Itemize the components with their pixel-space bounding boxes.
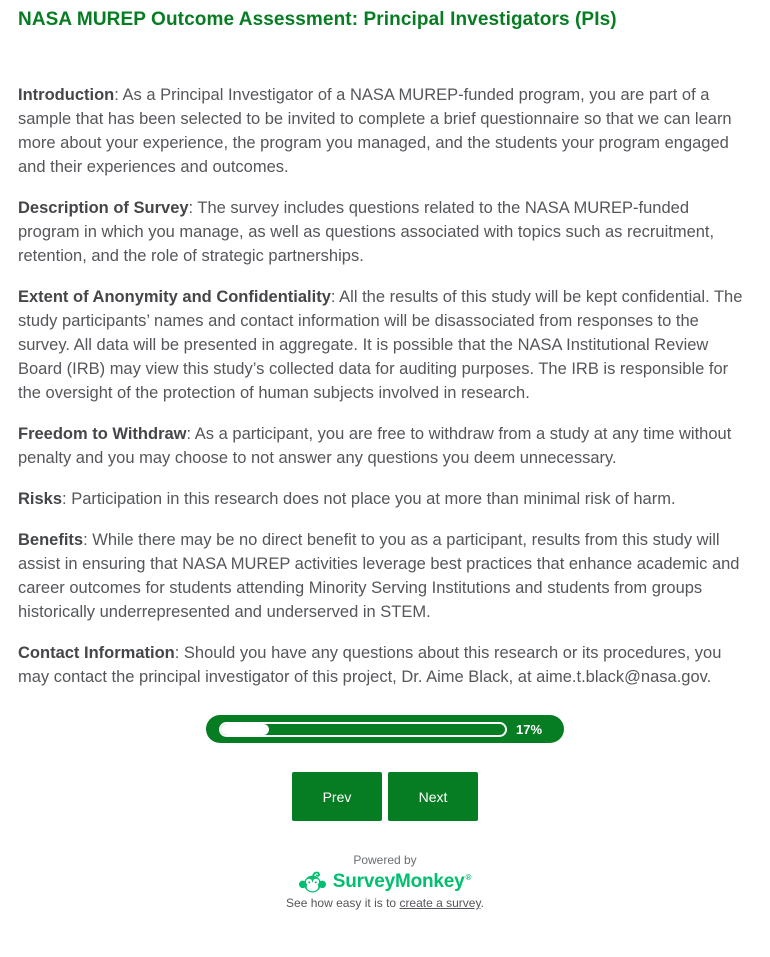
- surveymonkey-footer: [18, 853, 752, 910]
- paragraph-label: Contact Information: [18, 644, 175, 662]
- survey-title: NASA MUREP Outcome Assessment: Principal Investigators (PIs): [18, 9, 617, 30]
- paragraph-label: Introduction: [18, 86, 115, 104]
- paragraph-risks: [18, 487, 752, 511]
- paragraph-text: : While there may be no direct benefit to you as a participant, results from this study will assist in ensuring that NASA MUREP activities leverage best practices that enhance academic and career outcomes for students attending Minority Serving Institutions and students from groups historically underrepresented and underserved in STEM.: [18, 531, 740, 621]
- registered-trademark-mark: ®: [465, 872, 472, 882]
- paragraph-text: : All the results of this study will be kept confidential. The study participants’ names and contact information will be disassociated from responses to the survey. All data will be presented in aggregate. It is possible that the NASA Institutional Review Board (IRB) may view this study’s collected data for auditing purposes. The IRB is responsible for the oversight of the protection of human subjects involved in research.: [18, 288, 743, 402]
- next-button[interactable]: Next: [388, 772, 478, 821]
- paragraph-freedom-to-withdraw: [18, 422, 752, 470]
- paragraph-text: : As a Principal Investigator of a NASA MUREP-funded program, you are part of a sample that has been selected to be invited to complete a brief questionnaire so that we can learn more about your experience, the program you managed, and the students your program engaged and their experiences and outcomes.: [18, 86, 732, 176]
- progress-track: [219, 722, 507, 737]
- surveymonkey-wordmark: SurveyMonkey®: [332, 871, 472, 892]
- survey-navigation: [18, 772, 752, 821]
- surveymonkey-logo-link[interactable]: [18, 871, 752, 893]
- paragraph-text: : As a participant, you are free to withdraw from a study at any time without penalty and you may choose to not answer any questions you deem unnecessary.: [18, 425, 732, 467]
- progress-fill: [221, 724, 269, 735]
- paragraph-text: : Participation in this research does not place you at more than minimal risk of harm.: [62, 490, 676, 508]
- paragraph-label: Extent of Anonymity and Confidentiality: [18, 288, 331, 306]
- paragraph-introduction: [18, 83, 752, 179]
- paragraph-text: : The survey includes questions related to the NASA MUREP-funded program in which you manage, as well as questions associated with topics such as recruitment, retention, and the role of strategic partnerships.: [18, 199, 715, 265]
- survey-intro-text: [18, 83, 752, 689]
- progress-row: [18, 715, 752, 743]
- paragraph-label: Risks: [18, 490, 63, 508]
- paragraph-description-of-survey: [18, 196, 752, 268]
- progress-bar: [206, 715, 564, 743]
- paragraph-label: Benefits: [18, 531, 84, 549]
- paragraph-label: Freedom to Withdraw: [18, 425, 187, 443]
- paragraph-contact-information: [18, 641, 752, 689]
- create-a-survey-link[interactable]: create a survey: [399, 896, 481, 910]
- footer-tagline: See how easy it is to create a survey.: [286, 896, 484, 910]
- paragraph-anonymity-confidentiality: [18, 285, 752, 405]
- paragraph-label: Description of Survey: [18, 199, 189, 217]
- progress-percent-label: 17%: [516, 721, 543, 737]
- prev-button[interactable]: Prev: [292, 772, 382, 821]
- paragraph-text: : Should you have any questions about this research or its procedures, you may contact the principal investigator of this project, Dr. Aime Black, at aime.t.black@nasa.gov.: [18, 644, 722, 686]
- paragraph-benefits: [18, 528, 752, 624]
- surveymonkey-monkey-icon: [299, 871, 326, 893]
- powered-by-label: Powered by: [353, 853, 417, 867]
